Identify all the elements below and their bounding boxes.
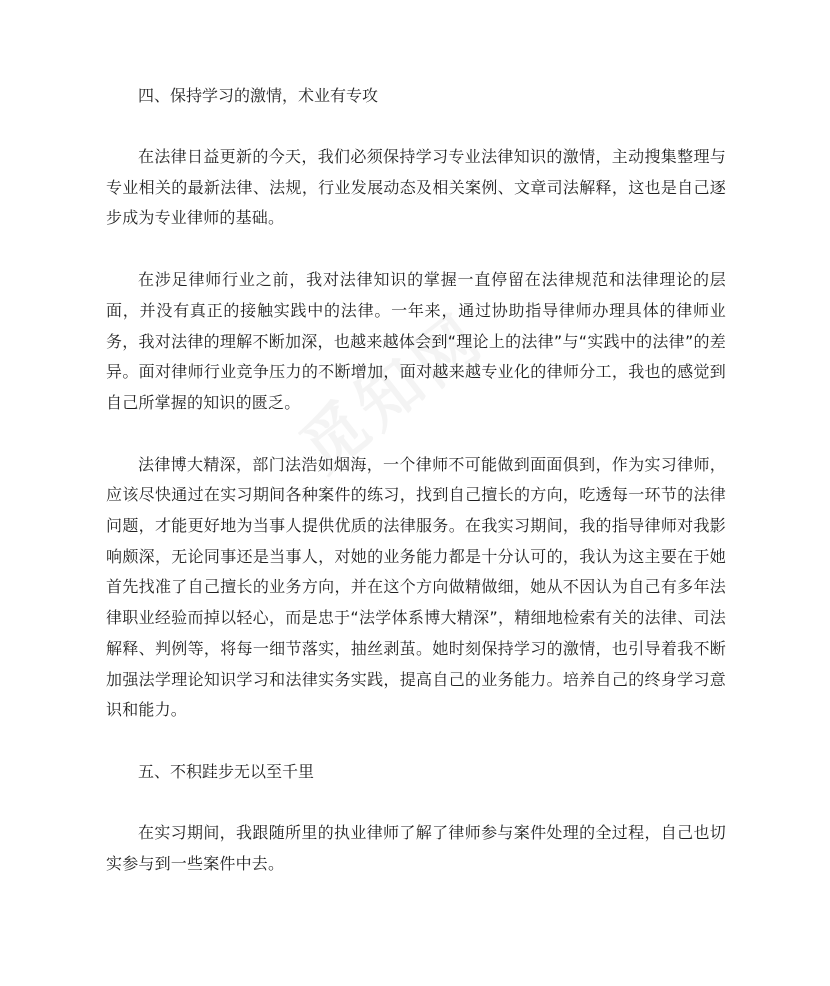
paragraph: 在实习期间，我跟随所里的执业律师了解了律师参与案件处理的全过程，自己也切实参与到一些案件中去。	[106, 822, 726, 873]
section-heading-5: 五、不积跬步无以至千里	[138, 761, 315, 781]
paragraph: 在涉足律师行业之前，我对法律知识的掌握一直停留在法律规范和法律理论的层面，并没有真正的接触实践中的法律。一年来，通过协助指导律师办理具体的律师业务，我对法律的理解不断加深，也越来越体会到“理论上的法律”与“实践中的法律”的差异。面对律师行业竞争压力的不断增加，面对越来越专业化的律师分工，我也的感觉到自己所掌握的知识的匮乏。	[106, 270, 726, 412]
section-heading-4: 四、保持学习的激情，术业有专攻	[138, 86, 379, 105]
paragraph: 法律博大精深，部门法浩如烟海，一个律师不可能做到面面俱到，作为实习律师，应该尽快通过在实习期间各种案件的练习，找到自己擅长的方向，吃透每一环节的法律问题，才能更好地为当事人提供优质的法律服务。在我实习期间，我的指导律师对我影响颇深，无论同事还是当事人，对她的业务能力都是十分认可的，我认为这主要在于她首先找准了自己擅长的业务方向，并在这个方向做精做细，她从不因认为自己有多年法律职业经验而掉以轻心，而是忠于“法学体系博大精深”，精细地检索有关的法律、司法解释、判例等，将每一细节落实，抽丝剥茧。她时刻保持学习的激情，也引导着我不断加强法学理论知识学习和法律实务实践，提高自己的业务能力。培养自己的终身学习意识和能力。	[106, 454, 726, 720]
paragraph: 在法律日益更新的今天，我们必须保持学习专业法律知识的激情，主动搜集整理与专业相关的最新法律、法规，行业发展动态及相关案例、文章司法解释，这也是自己逐步成为专业律师的基础。	[106, 147, 726, 228]
document-body	[106, 81, 726, 879]
